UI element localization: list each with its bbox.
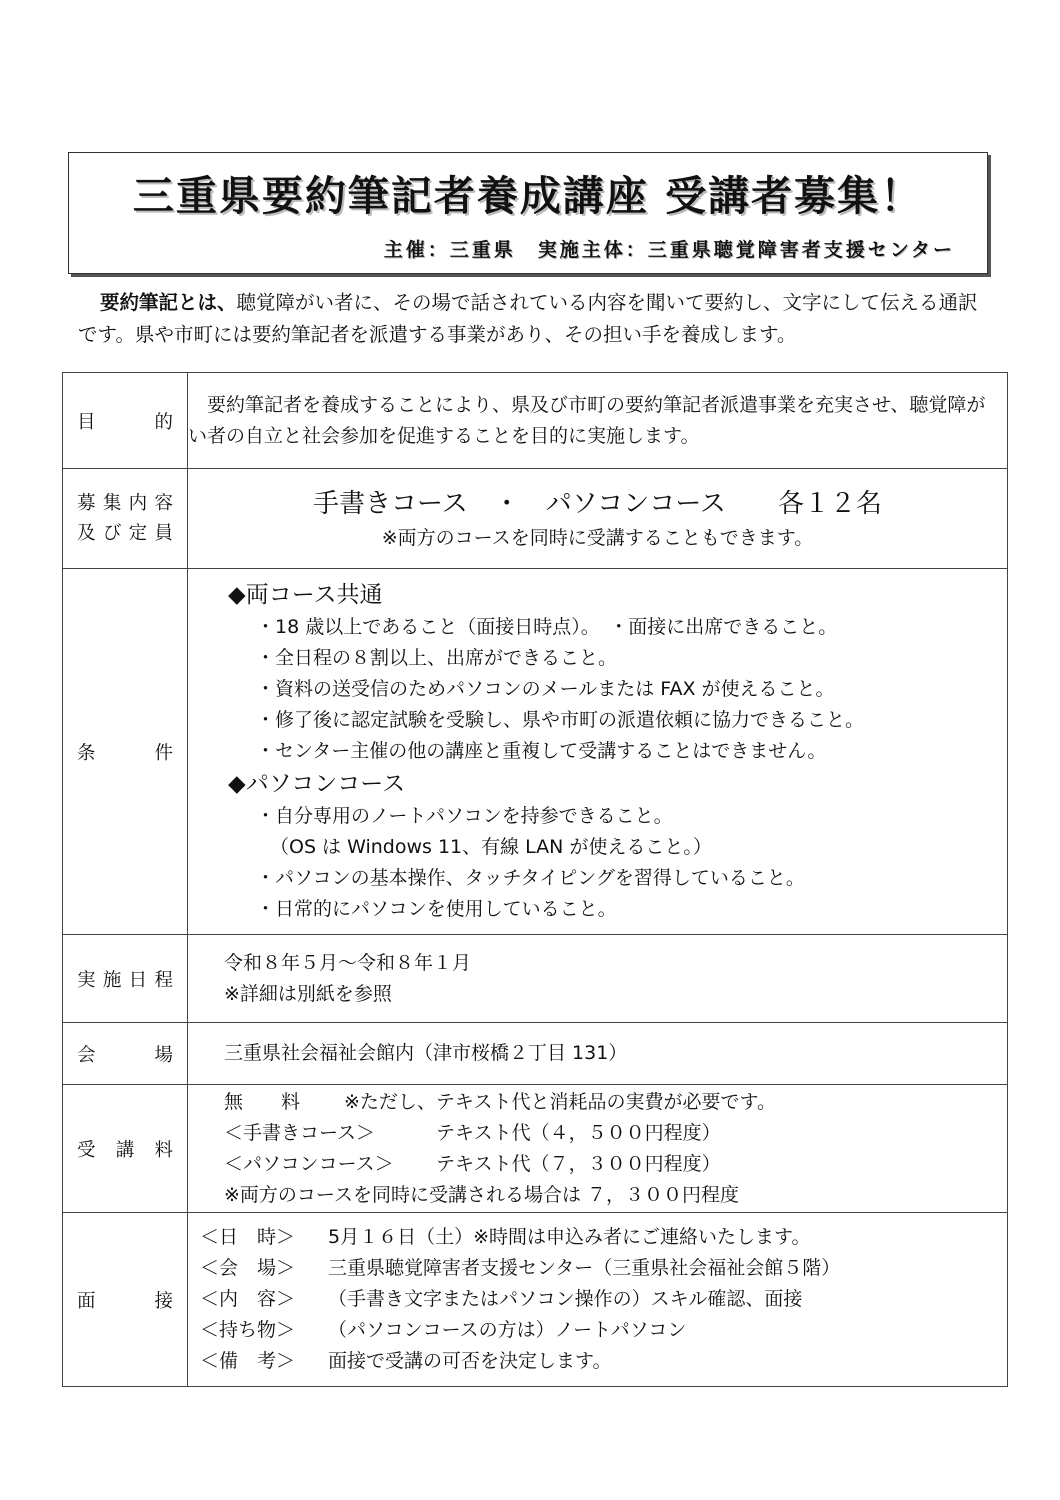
interview-item: ＜備 考＞ 面接で受講の可否を決定します。 <box>200 1350 612 1372</box>
pc-condition-sub: （OS は Windows 11、有線 LAN が使えること。） <box>270 836 712 858</box>
interview-item: ＜内 容＞ （手書き文字またはパソコン操作の）スキル確認、面接 <box>200 1288 803 1310</box>
label-conditions: 条件 <box>63 569 188 935</box>
condition-item: ・修了後に認定試験を受験し、県や市町の派遣依頼に協力できること。 <box>256 709 865 731</box>
pc-condition-item: ・日常的にパソコンを使用していること。 <box>256 898 617 920</box>
schedule-line: 令和８年５月～令和８年１月 <box>224 951 472 974</box>
intro-lead: 要約筆記とは、 <box>100 291 237 314</box>
purpose-text: 要約筆記者を養成することにより、県及び市町の要約筆記者派遣事業を充実させ、聴覚障がい者の自立と社会参加を促進することを目的に実施します。 <box>188 393 986 447</box>
title-box <box>68 152 988 274</box>
pc-condition-item: ・自分専用のノートパソコンを持参できること。 <box>256 805 673 827</box>
content-purpose <box>188 373 1008 469</box>
interview-item: ＜日 時＞ 5月１６日（土）※時間は申込み者にご連絡いたします。 <box>200 1226 811 1248</box>
page-title: 三重県要約筆記者養成講座 受講者募集！ <box>132 172 924 220</box>
fee-line: ＜パソコンコース＞ テキスト代（７，３００円程度） <box>224 1152 721 1175</box>
intro-text: 聴覚障がい者に、その場で話されている内容を聞いて要約し、文字にして伝える通訳です。県や市町には要約筆記者を派遣する事業があり、その担い手を養成します。 <box>78 291 978 346</box>
row-fee <box>63 1085 1008 1213</box>
label-recruit: 募集内容 及び定員 <box>63 469 188 569</box>
condition-item: ・18 歳以上であること（面接日時点）。 ・面接に出席できること。 <box>256 616 838 638</box>
label-venue: 会場 <box>63 1023 188 1085</box>
label-purpose: 目的 <box>63 373 188 469</box>
organizer-line: 主催：三重県 実施主体：三重県聴覚障害者支援センター <box>383 239 955 261</box>
row-venue <box>63 1023 1008 1085</box>
interview-item: ＜会 場＞ 三重県聴覚障害者支援センター（三重県社会福祉会館５階） <box>200 1257 841 1279</box>
schedule-note: ※詳細は別紙を参照 <box>224 982 392 1005</box>
condition-item: ・センター主催の他の講座と重複して受講することはできません。 <box>256 740 827 762</box>
common-heading: ◆両コース共通 <box>228 582 383 608</box>
interview-item: ＜持ち物＞ （パソコンコースの方は）ノートパソコン <box>200 1319 687 1341</box>
content-schedule <box>188 935 1008 1023</box>
condition-item: ・資料の送受信のためパソコンのメールまたは FAX が使えること。 <box>256 678 835 700</box>
intro-paragraph <box>78 287 988 351</box>
row-schedule <box>63 935 1008 1023</box>
row-purpose <box>63 373 1008 469</box>
condition-item: ・全日程の８割以上、出席ができること。 <box>256 647 618 669</box>
content-venue <box>188 1023 1008 1085</box>
content-recruit <box>188 469 1008 569</box>
label-fee: 受講料 <box>63 1085 188 1213</box>
fee-line: 無 料 ※ただし、テキスト代と消耗品の実費が必要です。 <box>224 1090 777 1113</box>
row-conditions <box>63 569 1008 935</box>
pc-condition-item: ・パソコンの基本操作、タッチタイピングを習得していること。 <box>256 867 805 889</box>
fee-line: ＜手書きコース＞ テキスト代（４，５００円程度） <box>224 1121 721 1144</box>
label-interview: 面接 <box>63 1213 188 1387</box>
content-interview <box>188 1213 1008 1387</box>
info-table <box>62 372 1008 1387</box>
fee-note: ※両方のコースを同時に受講される場合は ７，３００円程度 <box>224 1183 740 1206</box>
course-capacity: 手書きコース ・ パソコンコース 各１２名 <box>313 488 882 519</box>
content-fee <box>188 1085 1008 1213</box>
row-recruit <box>63 469 1008 569</box>
row-interview <box>63 1213 1008 1387</box>
pc-heading: ◆パソコンコース <box>228 771 406 797</box>
venue-text: 三重県社会福祉会館内（津市桜橋２丁目 131） <box>224 1042 628 1064</box>
course-note: ※両方のコースを同時に受講することもできます。 <box>381 526 814 549</box>
label-schedule: 実施日程 <box>63 935 188 1023</box>
content-conditions <box>188 569 1008 935</box>
